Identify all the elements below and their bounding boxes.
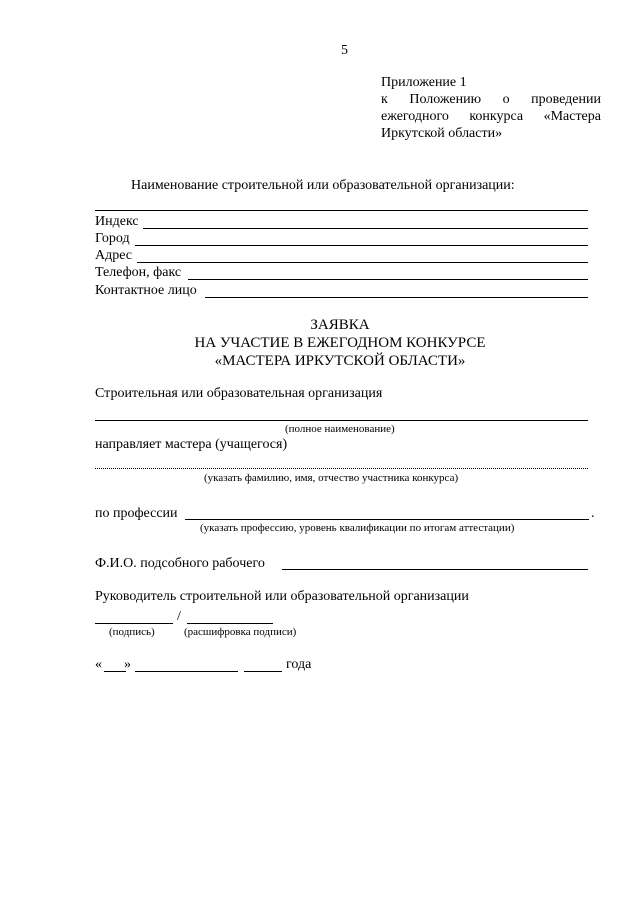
helper-name-line [282,569,588,570]
field-contact-line [205,297,588,298]
appendix-line-3 [381,110,601,124]
appendix-line-4: Иркутской области» [381,126,503,141]
appendix-title: Приложение 1 [381,75,467,90]
field-phone-line [188,279,588,280]
appendix-word: конкурса [469,109,524,124]
application-title: ЗАЯВКА [310,317,370,333]
signature-line [95,623,173,624]
appendix-word: проведении [531,92,601,107]
profession-label: по профессии [95,506,178,521]
profession-hint: (указать профессию, уровень квалификации по итогам аттестации) [200,522,515,534]
appendix-word: «Мастера [543,109,601,124]
profession-line [185,519,589,520]
appendix-word: к [381,92,388,107]
field-city-label: Город [95,231,130,246]
org-label: Строительная или образовательная организация [95,386,383,401]
field-address-line [137,262,588,263]
profession-end: . [591,506,595,521]
date-quote-open: « [95,657,102,672]
signature-hint: (подпись) [109,626,155,638]
signature-decode-line [187,623,273,624]
head-label: Руководитель строительной или образовательной организации [95,589,469,604]
org-full-name-line [95,420,588,421]
sends-master-label: направляет мастера (учащегося) [95,437,288,452]
date-quote-close: » [124,657,131,672]
full-name-hint: (полное наименование) [285,423,395,435]
page-number: 5 [341,43,348,58]
participant-name-hint: (указать фамилию, имя, отчество участника конкурса) [204,472,459,484]
org-heading: Наименование строительной или образовательной организации: [131,178,515,193]
signature-slash: / [177,609,181,624]
field-index-line [143,228,588,229]
appendix-word: Положению [409,92,482,107]
appendix-line-2 [381,93,601,107]
field-phone-label: Телефон, факс [95,265,182,280]
appendix-word: ежегодного [381,109,449,124]
field-contact-label: Контактное лицо [95,283,197,298]
helper-label: Ф.И.О. подсобного рабочего [95,556,265,571]
field-address-label: Адрес [95,248,133,263]
org-name-line [95,210,588,211]
date-month-line [135,671,238,672]
date-day-line [104,671,126,672]
date-year-label: года [286,657,312,672]
signature-decode-hint: (расшифровка подписи) [184,626,297,638]
field-city-line [135,245,588,246]
appendix-word: о [502,92,510,107]
date-year-line [244,671,282,672]
contest-name: «МАСТЕРА ИРКУТСКОЙ ОБЛАСТИ» [214,353,466,369]
application-subtitle: НА УЧАСТИЕ В ЕЖЕГОДНОМ КОНКУРСЕ [194,335,486,351]
field-index-label: Индекс [95,214,139,229]
participant-name-line [95,468,588,469]
